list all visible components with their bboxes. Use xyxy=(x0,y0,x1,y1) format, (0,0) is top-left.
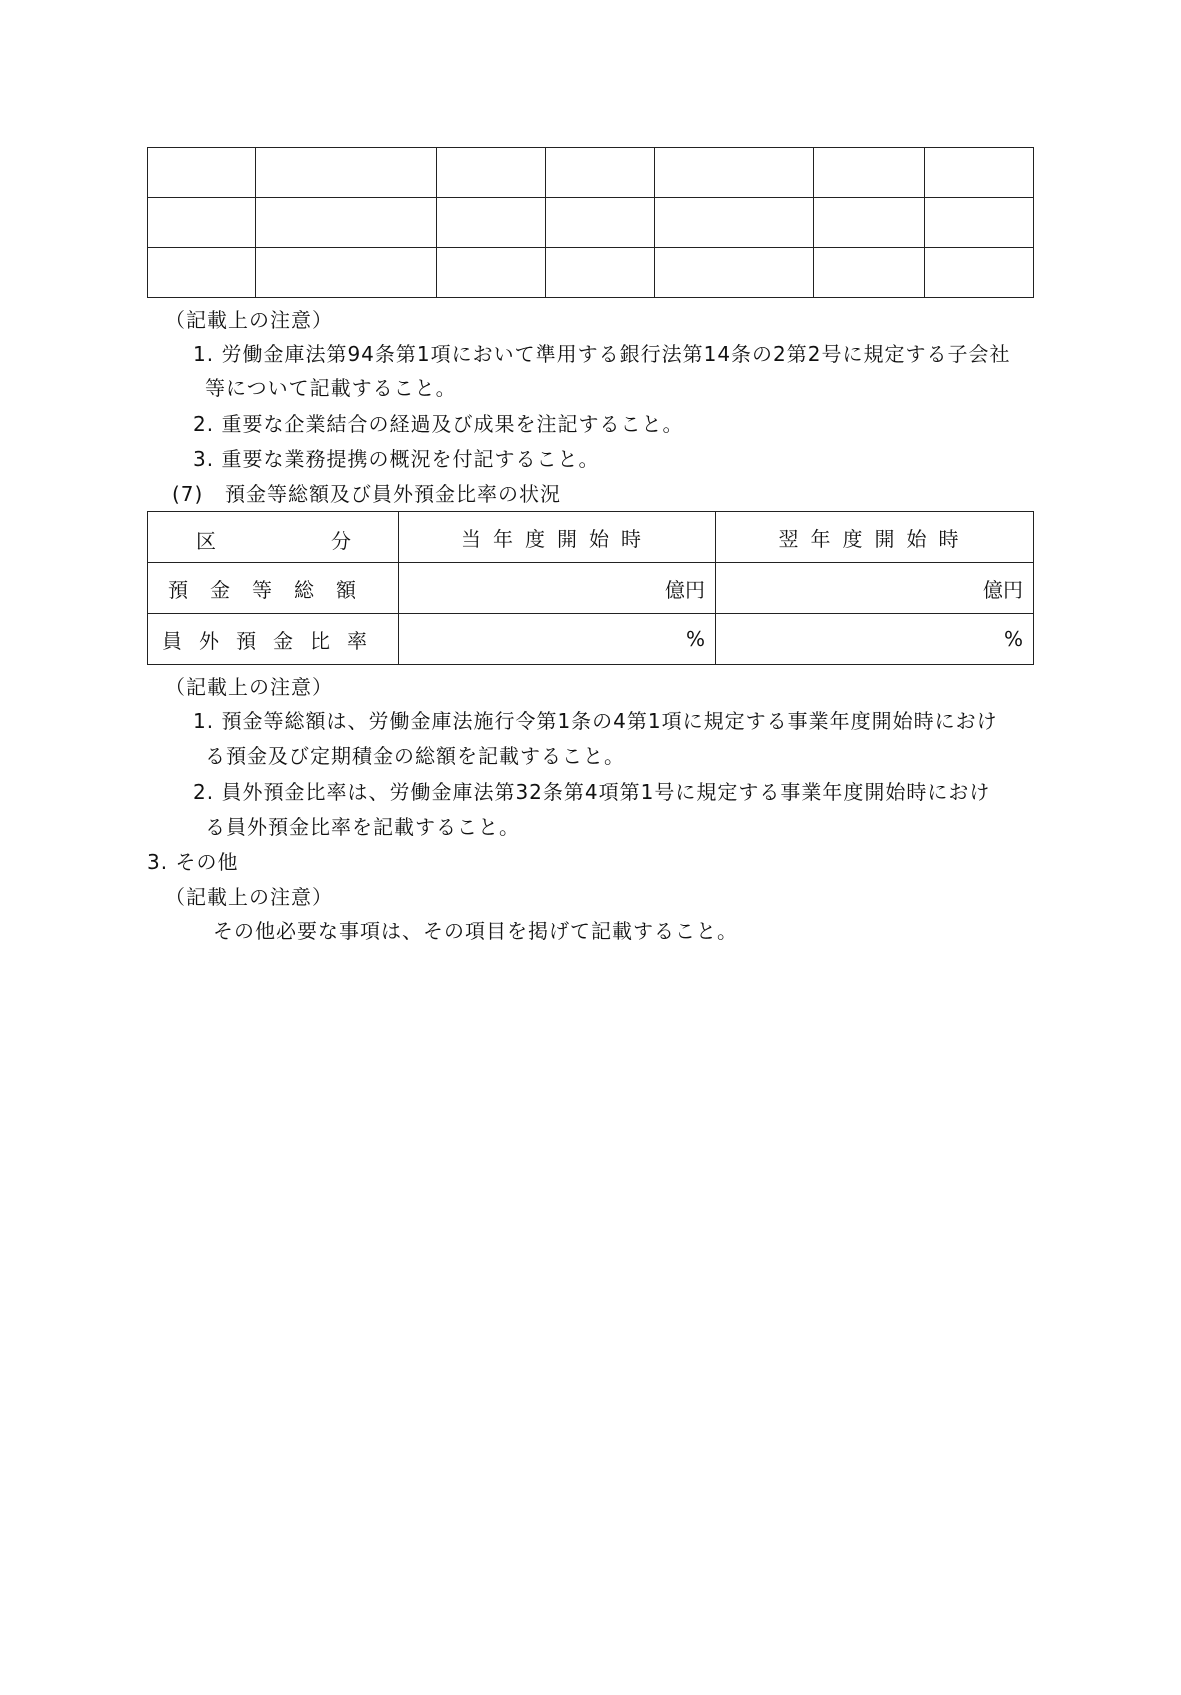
notes2-item2-line2: る員外預金比率を記載すること。 xyxy=(205,815,520,839)
grid-cell xyxy=(925,248,1034,298)
grid-row xyxy=(148,198,1034,248)
notes2-heading: （記載上の注意） xyxy=(165,675,333,699)
header-category-cell xyxy=(148,512,399,563)
grid-cell xyxy=(546,248,655,298)
grid-cell xyxy=(655,198,814,248)
unit-current-nonmember-ratio: % xyxy=(399,614,716,665)
grid-cell xyxy=(256,148,437,198)
grid-cell xyxy=(148,248,256,298)
row-label-nonmember-ratio: 員外預金比率 xyxy=(148,614,399,665)
notes1-item3: 3. 重要な業務提携の概況を付記すること。 xyxy=(193,447,600,471)
section7-title: 預金等総額及び員外預金比率の状況 xyxy=(225,482,561,506)
grid-cell xyxy=(814,248,925,298)
notes2-item1-line2: る預金及び定期積金の総額を記載すること。 xyxy=(205,744,625,768)
grid-cell xyxy=(437,198,546,248)
notes3-text: その他必要な事項は、その項目を掲げて記載すること。 xyxy=(213,919,738,943)
grid-cell xyxy=(546,148,655,198)
row-label-total-deposits: 預金等総額 xyxy=(148,563,399,614)
grid-cell xyxy=(256,198,437,248)
notes1-item1-line2: 等について記載すること。 xyxy=(205,376,457,400)
deposit-table-row xyxy=(148,563,1034,614)
grid-cell xyxy=(814,148,925,198)
blank-grid-table xyxy=(147,147,1034,298)
grid-cell xyxy=(148,148,256,198)
grid-cell xyxy=(655,148,814,198)
grid-cell xyxy=(814,198,925,248)
notes1-heading: （記載上の注意） xyxy=(165,308,333,332)
unit-next-total-deposits: 億円 xyxy=(716,563,1034,614)
section7-number: (7) xyxy=(172,482,204,506)
grid-cell xyxy=(437,148,546,198)
grid-cell xyxy=(256,248,437,298)
grid-row xyxy=(148,248,1034,298)
unit-current-total-deposits: 億円 xyxy=(399,563,716,614)
grid-cell xyxy=(655,248,814,298)
notes1-item2: 2. 重要な企業結合の経過及び成果を注記すること。 xyxy=(193,412,684,436)
deposit-table-row xyxy=(148,614,1034,665)
deposit-table-header-row xyxy=(148,512,1034,563)
header-next-year-start: 翌年度開始時 xyxy=(716,512,1034,563)
grid-cell xyxy=(148,198,256,248)
grid-cell xyxy=(925,148,1034,198)
notes2-item2-line1: 2. 員外預金比率は、労働金庫法第32条第4項第1号に規定する事業年度開始時におけ xyxy=(193,780,991,804)
notes2-item1-line1: 1. 預金等総額は、労働金庫法施行令第1条の4第1項に規定する事業年度開始時におけ xyxy=(193,709,998,733)
unit-next-nonmember-ratio: % xyxy=(716,614,1034,665)
notes1-item1-line1: 1. 労働金庫法第94条第1項において準用する銀行法第14条の2第2号に規定する子会社 xyxy=(193,342,1011,366)
grid-row xyxy=(148,148,1034,198)
grid-cell xyxy=(546,198,655,248)
section3-title: 3. その他 xyxy=(147,850,239,874)
header-current-year-start: 当年度開始時 xyxy=(399,512,716,563)
header-category-label-b: 分 xyxy=(331,529,351,553)
grid-cell xyxy=(437,248,546,298)
notes3-heading: （記載上の注意） xyxy=(165,885,333,909)
header-category-label-a: 区 xyxy=(196,529,216,553)
deposit-ratio-table xyxy=(147,511,1034,665)
grid-cell xyxy=(925,198,1034,248)
